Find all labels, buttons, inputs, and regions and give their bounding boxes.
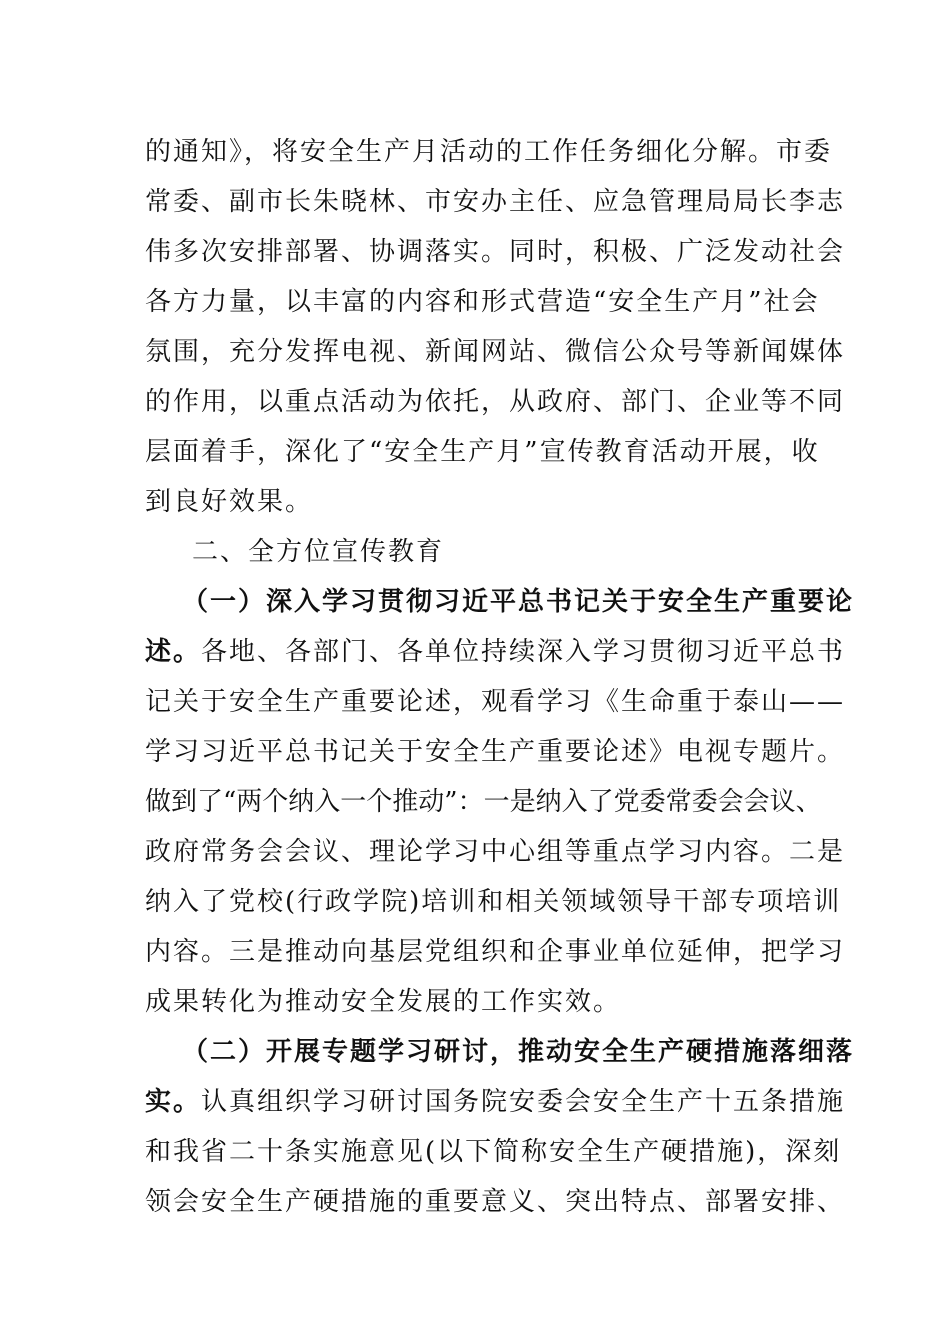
paragraph-text: 认真组织学习研讨国务院安委会安全生产十五条措施 <box>201 1087 846 1117</box>
paragraph-line: 各方力量，以丰富的内容和形式营造“安全生产月”社会 <box>145 287 820 317</box>
section-heading: 二、全方位宣传教育 <box>192 537 445 567</box>
paragraph-line: 成果转化为推动安全发展的工作实效。 <box>145 987 622 1017</box>
paragraph-line: 内容。三是推动向基层党组织和企事业单位延伸，把学习 <box>145 937 846 967</box>
paragraph-line: 到良好效果。 <box>145 487 314 517</box>
paragraph-line: 的通知》，将安全生产月活动的工作任务细化分解。市委 <box>145 137 833 167</box>
paragraph-line: 记关于安全生产重要论述，观看学习《生命重于泰山—— <box>145 687 846 717</box>
paragraph-line: 和我省二十条实施意见(以下简称安全生产硬措施)，深刻 <box>145 1137 842 1167</box>
paragraph-line: 的作用，以重点活动为依托，从政府、部门、企业等不同 <box>145 387 846 417</box>
paragraph-line: 学习习近平总书记关于安全生产重要论述》电视专题片。 <box>145 737 846 767</box>
paragraph-text: 各地、各部门、各单位持续深入学习贯彻习近平总书 <box>201 637 846 667</box>
paragraph-line: 政府常务会会议、理论学习中心组等重点学习内容。二是 <box>145 837 846 867</box>
paragraph-line: 伟多次安排部署、协调落实。同时，积极、广泛发动社会 <box>145 237 846 267</box>
subsection-heading-end: 述。 <box>145 637 202 667</box>
paragraph-line: 做到了“两个纳入一个推动”：一是纳入了党委常委会会议、 <box>145 787 822 817</box>
paragraph-line <box>145 1082 845 1122</box>
subsection-heading: （一）深入学习贯彻习近平总书记关于安全生产重要论 <box>182 587 855 617</box>
paragraph-line: 领会安全生产硬措施的重要意义、突出特点、部署安排、 <box>145 1187 846 1217</box>
paragraph-line: 层面着手，深化了“安全生产月”宣传教育活动开展，收 <box>145 437 820 467</box>
paragraph-line <box>145 632 845 672</box>
subsection-heading-end: 实。 <box>145 1087 202 1117</box>
subsection-heading: （二）开展专题学习研讨，推动安全生产硬措施落细落 <box>182 1037 855 1067</box>
paragraph-line: 纳入了党校(行政学院)培训和相关领域领导干部专项培训 <box>145 887 842 917</box>
paragraph-line: 氛围，充分发挥电视、新闻网站、微信公众号等新闻媒体 <box>145 337 846 367</box>
paragraph-line: 常委、副市长朱晓林、市安办主任、应急管理局局长李志 <box>145 187 846 217</box>
